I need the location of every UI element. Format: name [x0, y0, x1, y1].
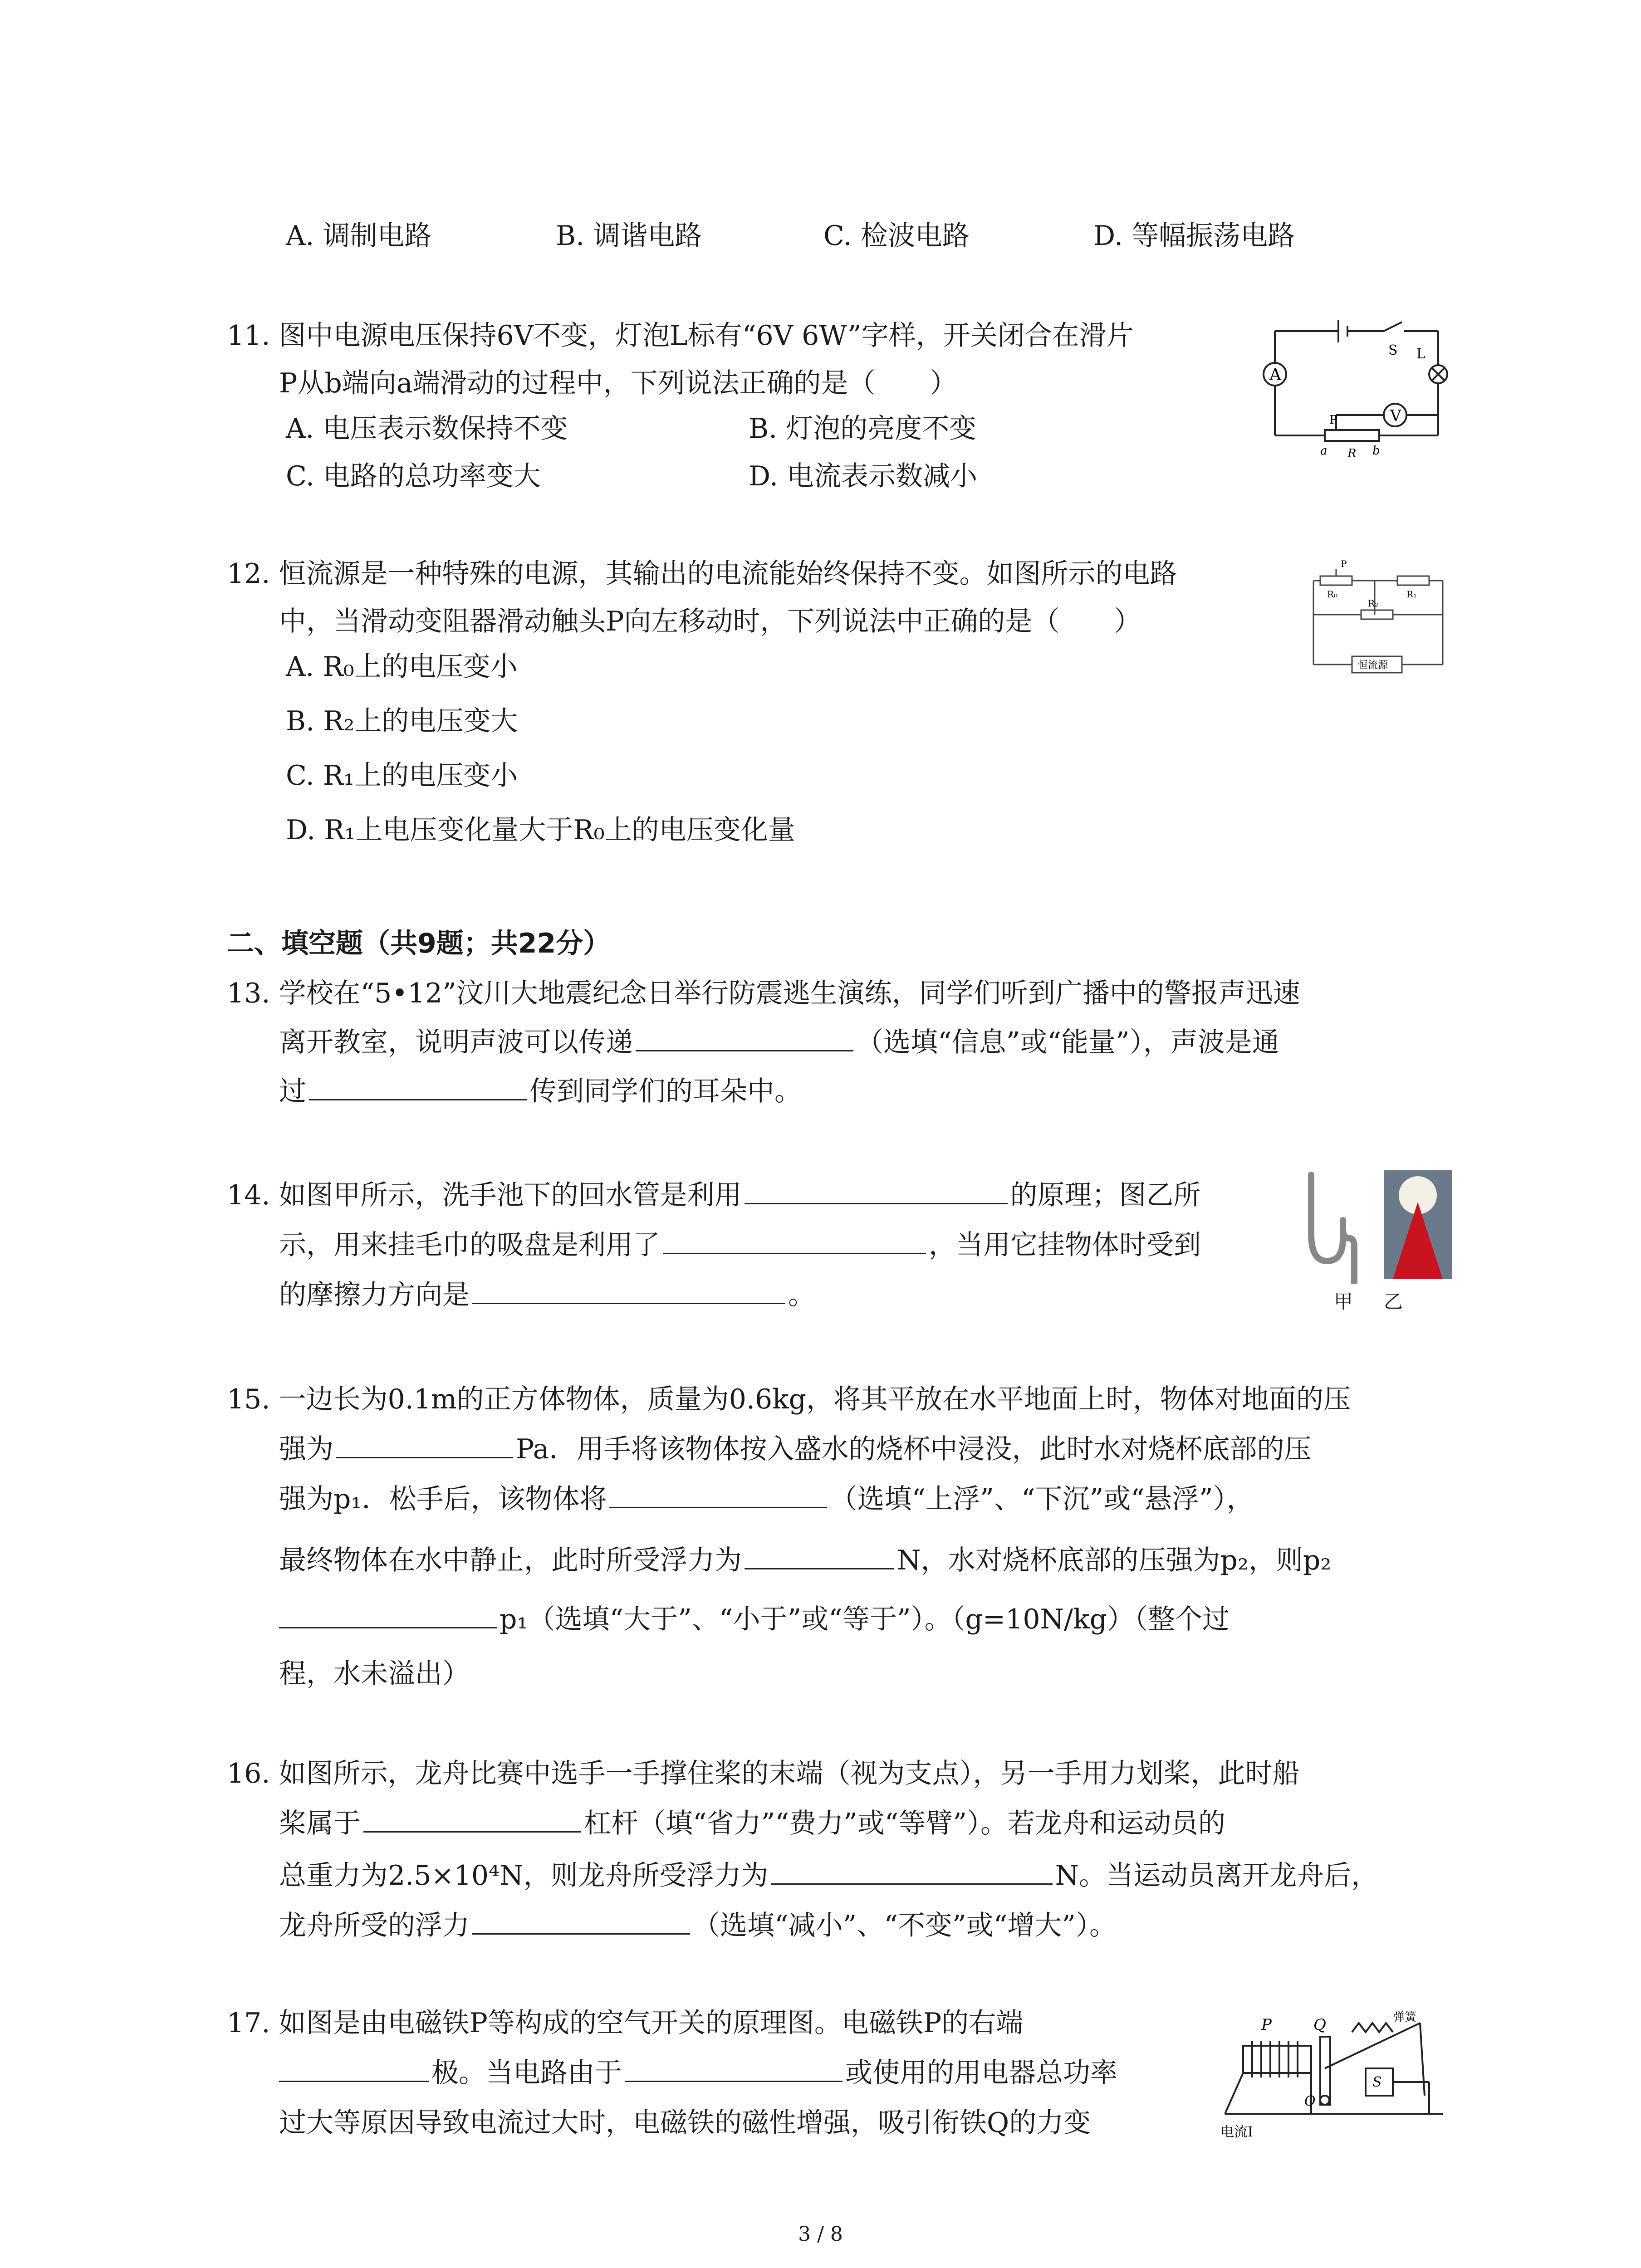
- q15-blank-2[interactable]: [609, 1481, 827, 1508]
- q11-option-a: A. 电压表示数保持不变: [286, 413, 568, 445]
- q16-line-1: 16. 如图所示，龙舟比赛中选手一手撑住桨的末端（视为支点），另一手用力划桨，此时船: [227, 1758, 1300, 1789]
- page-number: 3 / 8: [798, 2223, 843, 2246]
- q17-air-switch-figure: [1216, 2005, 1452, 2141]
- q16-blank-3[interactable]: [472, 1908, 690, 1935]
- q14-figure-label-jia: 甲: [1334, 1290, 1353, 1313]
- q17-line-3: 过大等原因导致电流过大时，电磁铁的磁性增强，吸引衔铁Q的力变: [279, 2107, 1091, 2139]
- q12-option-a: A. R₀上的电压变小: [286, 651, 518, 683]
- q14-blank-1[interactable]: [745, 1178, 1008, 1204]
- q11-option-b: B. 灯泡的亮度不变: [749, 413, 977, 445]
- q15-line-4: 最终物体在水中静止，此时所受浮力为 N，水对烧杯底部的压强为p₂，则p₂: [279, 1542, 1331, 1579]
- q13-line-1: 13. 学校在“5•12”汶川大地震纪念日举行防震逃生演练，同学们听到广播中的警报声迅速: [227, 978, 1300, 1009]
- q14-blank-3[interactable]: [472, 1277, 785, 1304]
- q17-p-label: P: [1261, 2016, 1272, 2034]
- q15-line-5: p₁（选填“大于”、“小于”或“等于”）。（g=10N/kg）（整个过: [279, 1601, 1230, 1637]
- q17-s-label: S: [1372, 2074, 1382, 2090]
- q13-blank-1[interactable]: [636, 1025, 853, 1051]
- q11-line-1: 11. 图中电源电压保持6V不变，灯泡L标有“6V 6W”字样，开关闭合在滑片: [227, 320, 1134, 352]
- q10-option-d: D. 等幅振荡电路: [1093, 220, 1295, 252]
- q11-option-c: C. 电路的总功率变大: [286, 460, 541, 492]
- q17-line-1: 17. 如图是由电磁铁P等构成的空气开关的原理图。电磁铁P的右端: [227, 2007, 1024, 2039]
- q15-blank-3[interactable]: [745, 1543, 894, 1569]
- q17-spring-label: 弹簧: [1393, 2010, 1417, 2024]
- q16-line-3: 总重力为2.5×10⁴N，则龙舟所受浮力为 N。当运动员离开龙舟后，: [279, 1857, 1378, 1894]
- q15-line-6: 程，水未溢出）: [279, 1658, 470, 1690]
- q16-line-2: 桨属于 杠杆（填“省力”“费力”或“等臂”）。若龙舟和运动员的: [279, 1805, 1225, 1842]
- q10-option-b: B. 调谐电路: [556, 220, 702, 252]
- q10-option-a: A. 调制电路: [286, 220, 432, 252]
- q15-line-1: 15. 一边长为0.1m的正方体物体，质量为0.6kg，将其平放在水平地面上时，物体对地面的压: [227, 1383, 1351, 1415]
- q12-option-b: B. R₂上的电压变大: [286, 705, 518, 737]
- q14-blank-2[interactable]: [663, 1227, 926, 1254]
- q16-blank-2[interactable]: [771, 1858, 1053, 1885]
- q11-resistor-label: R: [1347, 447, 1357, 460]
- q13-line-3: 过 传到同学们的耳朵中。: [279, 1073, 802, 1110]
- q14-line-3: 的摩擦力方向是 。: [279, 1277, 815, 1313]
- q12-option-d: D. R₁上电压变化量大于R₀上的电压变化量: [286, 814, 795, 846]
- q15-blank-4[interactable]: [279, 1602, 497, 1628]
- q12-slider-label: P: [1341, 558, 1347, 569]
- q12-option-c: C. R₁上的电压变小: [286, 760, 518, 792]
- q11-ammeter-label: A: [1269, 366, 1281, 384]
- q11-end-a-label: a: [1320, 444, 1327, 458]
- q17-blank-2[interactable]: [625, 2055, 843, 2082]
- q17-o-label: O: [1304, 2093, 1316, 2109]
- q12-line-1: 12. 恒流源是一种特殊的电源，其输出的电流能始终保持不变。如图所示的电路: [227, 558, 1177, 590]
- q13-blank-2[interactable]: [309, 1074, 527, 1100]
- q12-line-2: 中，当滑动变阻器滑动触头P向左移动时，下列说法中正确的是（ ）: [279, 606, 1141, 637]
- q17-q-label: Q: [1313, 2016, 1326, 2034]
- q14-figure-label-yi: 乙: [1384, 1290, 1403, 1313]
- q11-lamp-label: L: [1416, 346, 1425, 362]
- q11-slider-label: P: [1329, 413, 1337, 427]
- q15-blank-1[interactable]: [336, 1432, 513, 1458]
- q15-line-2: 强为 Pa．用手将该物体按入盛水的烧杯中浸没，此时水对烧杯底部的压: [279, 1431, 1311, 1467]
- q17-line-2: 极。当电路由于 或使用的用电器总功率: [279, 2055, 1117, 2091]
- q11-line-2: P从b端向a端滑动的过程中，下列说法正确的是（ ）: [279, 367, 957, 399]
- q11-switch-label: S: [1388, 342, 1398, 358]
- q13-line-2: 离开教室，说明声波可以传递 （选填“信息”或“能量”），声波是通: [279, 1024, 1279, 1061]
- q14-figure-jia-pipe: [1298, 1170, 1361, 1288]
- q11-end-b-label: b: [1372, 444, 1380, 458]
- q14-figure-yi-suction-cup: [1384, 1170, 1452, 1279]
- q16-blank-1[interactable]: [363, 1806, 581, 1833]
- q17-blank-1[interactable]: [279, 2055, 429, 2082]
- section-2-title: 二、填空题（共9题；共22分）: [227, 928, 611, 959]
- q11-circuit-figure: [1257, 313, 1456, 467]
- q14-line-2: 示，用来挂毛巾的吸盘是利用了 ，当用它挂物体时受到: [279, 1227, 1201, 1263]
- q14-line-1: 14. 如图甲所示，洗手池下的回水管是利用 的原理；图乙所: [227, 1177, 1201, 1213]
- q12-r1-label: R₁: [1406, 589, 1417, 600]
- q12-r0-label: R₀: [1327, 589, 1338, 600]
- q12-circuit-figure: [1307, 556, 1452, 683]
- q12-r2-label: R₂: [1368, 598, 1379, 609]
- q16-line-4: 龙舟所受的浮力 （选填“减小”、“不变”或“增大”）。: [279, 1907, 1117, 1944]
- q12-source-label: 恒流源: [1358, 660, 1388, 671]
- q11-voltmeter-label: V: [1390, 407, 1401, 425]
- q11-option-d: D. 电流表示数减小: [749, 460, 978, 492]
- q15-line-3: 强为p₁．松手后，该物体将 （选填“上浮”、“下沉”或“悬浮”），: [279, 1481, 1254, 1517]
- q17-current-label: 电流I: [1220, 2124, 1253, 2140]
- q10-option-c: C. 检波电路: [823, 220, 970, 252]
